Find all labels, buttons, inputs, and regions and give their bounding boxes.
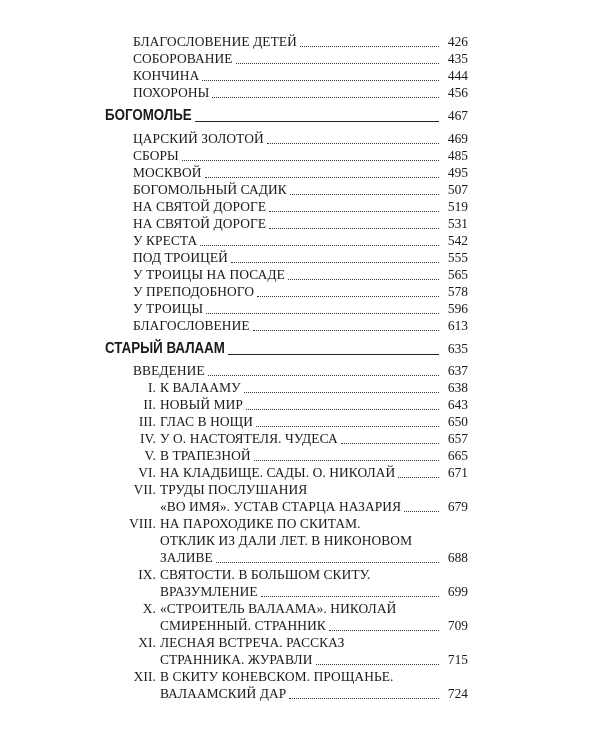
toc-entry-title: В ТРАПЕЗНОЙ <box>160 448 251 463</box>
toc-page-number: 578 <box>447 284 468 299</box>
toc-entry-title: ВРАЗУМЛЕНИЕ <box>160 584 258 599</box>
toc-page-number: 637 <box>447 363 468 378</box>
toc-entry-title: ЛЕСНАЯ ВСТРЕЧА. РАССКАЗ <box>160 635 345 650</box>
chapter-number: VI. <box>138 465 156 480</box>
toc-entry-title: НА ПАРОХОДИКЕ ПО СКИТАМ. <box>160 516 361 531</box>
toc-page-number: 565 <box>447 267 468 282</box>
toc-entry-title: У ТРОИЦЫ <box>133 301 204 316</box>
toc-page-number: 485 <box>447 148 468 163</box>
chapter-number: VII. <box>133 482 156 497</box>
toc-section-row <box>0 336 600 358</box>
toc-entry-title: У ТРОИЦЫ НА ПОСАДЕ <box>133 267 285 282</box>
toc-page-number: 426 <box>447 34 468 49</box>
chapter-number: XI. <box>138 635 156 650</box>
chapter-number: V. <box>144 448 156 463</box>
toc-entry-title: «ВО ИМЯ». УСТАВ СТАРЦА НАЗАРИЯ <box>160 499 402 514</box>
toc-entry-row <box>0 681 600 703</box>
toc-entry-title: У О. НАСТОЯТЕЛЯ. ЧУДЕСА <box>160 431 338 446</box>
toc-page-number: 613 <box>447 318 468 333</box>
leader-dots <box>253 330 439 331</box>
toc-entry-title: МОСКВОЙ <box>133 165 202 180</box>
leader-dots <box>289 698 439 699</box>
toc-page-number: 596 <box>447 301 468 316</box>
toc-page-number: 507 <box>447 182 468 197</box>
toc-page-number: 531 <box>447 216 468 231</box>
toc-page-number: 495 <box>447 165 468 180</box>
chapter-number: I. <box>147 380 156 395</box>
toc-entry-title: КОНЧИНА <box>133 68 200 83</box>
toc-page-number: 699 <box>447 584 468 599</box>
toc-section-row <box>0 103 600 125</box>
toc-page-number: 456 <box>447 85 468 100</box>
chapter-number: III. <box>138 414 156 429</box>
toc-page-number: 469 <box>447 131 468 146</box>
toc-entry-title: НА СВЯТОЙ ДОРОГЕ <box>133 199 267 214</box>
toc-entry-title: НА КЛАДБИЩЕ. САДЫ. О. НИКОЛАЙ <box>160 465 396 480</box>
toc-entry-title: ПОХОРОНЫ <box>133 85 210 100</box>
toc-page-number: 657 <box>447 431 468 446</box>
toc-entry-row <box>0 80 600 102</box>
toc-page-number: 519 <box>447 199 468 214</box>
chapter-number: IV. <box>139 431 156 446</box>
toc-entry-title: «СТРОИТЕЛЬ ВАЛААМА». НИКОЛАЙ <box>160 601 397 616</box>
leader-dots <box>212 97 439 98</box>
toc-page-number: 555 <box>447 250 468 265</box>
toc-page-number: 638 <box>447 380 468 395</box>
toc-entry-title: СБОРЫ <box>133 148 179 163</box>
toc-entry-title: ЦАРСКИЙ ЗОЛОТОЙ <box>133 131 264 146</box>
chapter-number: IX. <box>138 567 156 582</box>
toc-page-number: 715 <box>447 652 468 667</box>
toc-page-number: 688 <box>447 550 468 565</box>
toc-entry-title: БЛАГОСЛОВЕНИЕ ДЕТЕЙ <box>133 34 297 49</box>
leader-dots <box>195 121 439 122</box>
toc-entry-title: ТРУДЫ ПОСЛУШАНИЯ <box>160 482 308 497</box>
toc-page-number: 679 <box>447 499 468 514</box>
toc-entry-title: В СКИТУ КОНЕВСКОМ. ПРОЩАНЬЕ. <box>160 669 394 684</box>
toc-page-number: 671 <box>447 465 468 480</box>
toc-entry-title: БЛАГОСЛОВЕНИЕ <box>133 318 250 333</box>
toc-entry-title: СОБОРОВАНИЕ <box>133 51 233 66</box>
toc-page-number: 650 <box>447 414 468 429</box>
toc-page-number: 435 <box>447 51 468 66</box>
toc-page-number: 542 <box>447 233 468 248</box>
toc-entry-title: ОТКЛИК ИЗ ДАЛИ ЛЕТ. В НИКОНОВОМ <box>160 533 413 548</box>
toc-section-title: СТАРЫЙ ВАЛААМ <box>105 340 225 357</box>
toc-entry-title: ВВЕДЕНИЕ <box>133 363 205 378</box>
toc-entry-title: У ПРЕПОДОБНОГО <box>133 284 255 299</box>
toc-entry-title: СТРАННИКА. ЖУРАВЛИ <box>160 652 313 667</box>
chapter-number: XII. <box>133 669 156 684</box>
toc-entry-title: СМИРЕННЫЙ. СТРАННИК <box>160 618 326 633</box>
toc-page-number: 444 <box>447 68 468 83</box>
toc-entry-title: ГЛАС В НОЩИ <box>160 414 253 429</box>
toc-entry-row <box>0 313 600 335</box>
leader-dots <box>228 354 439 355</box>
toc-page-number: 709 <box>447 618 468 633</box>
toc-entry-title: ПОД ТРОИЦЕЙ <box>133 250 228 265</box>
toc-page-number: 665 <box>447 448 468 463</box>
toc-entry-title: У КРЕСТА <box>133 233 198 248</box>
toc-entry-title: ЗАЛИВЕ <box>160 550 213 565</box>
toc-entry-title: К ВАЛААМУ <box>160 380 241 395</box>
chapter-number: II. <box>143 397 156 412</box>
toc-entry-title: БОГОМОЛЬНЫЙ САДИК <box>133 182 287 197</box>
toc-entry-title: ВАЛААМСКИЙ ДАР <box>160 686 287 701</box>
toc-page-number: 635 <box>447 341 468 356</box>
toc-section-title: БОГОМОЛЬЕ <box>105 107 192 124</box>
chapter-number: VIII. <box>129 516 156 531</box>
toc-page-number: 643 <box>447 397 468 412</box>
toc-entry-title: СВЯТОСТИ. В БОЛЬШОМ СКИТУ. <box>160 567 371 582</box>
toc-page-number: 467 <box>447 108 468 123</box>
toc-page-number: 724 <box>447 686 468 701</box>
toc-entry-title: НОВЫЙ МИР <box>160 397 243 412</box>
chapter-number: X. <box>142 601 156 616</box>
toc-entry-title: НА СВЯТОЙ ДОРОГЕ <box>133 216 267 231</box>
